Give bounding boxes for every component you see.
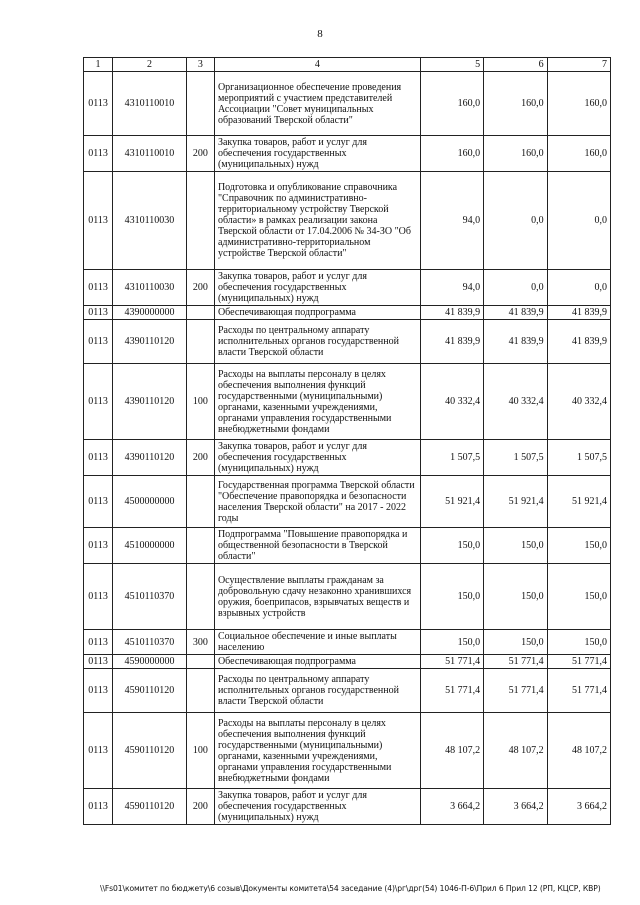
expense-type-cell: 200 — [186, 270, 214, 306]
target-article-cell: 4500000000 — [113, 476, 187, 528]
table-row — [84, 528, 611, 564]
section-code-cell: 0113 — [84, 72, 113, 136]
description-cell: Закупка товаров, работ и услуг для обеспечения государственных (муниципальных) нужд — [214, 789, 420, 825]
amount-cell: 51 771,4 — [420, 669, 483, 713]
target-article-cell: 4390110120 — [113, 320, 187, 364]
column-header: 6 — [484, 58, 547, 72]
amount-cell: 48 107,2 — [547, 713, 610, 789]
amount-cell: 1 507,5 — [484, 440, 547, 476]
table-row — [84, 476, 611, 528]
section-code-cell: 0113 — [84, 320, 113, 364]
amount-cell: 40 332,4 — [420, 364, 483, 440]
amount-cell: 51 921,4 — [484, 476, 547, 528]
amount-cell: 51 771,4 — [547, 655, 610, 669]
amount-cell: 51 771,4 — [484, 655, 547, 669]
expense-type-cell — [186, 669, 214, 713]
page-number: 8 — [317, 28, 323, 40]
expense-type-cell — [186, 476, 214, 528]
amount-cell: 51 921,4 — [547, 476, 610, 528]
table-row — [84, 564, 611, 630]
target-article-cell: 4390110120 — [113, 440, 187, 476]
amount-cell: 160,0 — [547, 136, 610, 172]
table-row — [84, 320, 611, 364]
amount-cell: 150,0 — [484, 564, 547, 630]
column-header: 1 — [84, 58, 113, 72]
amount-cell: 150,0 — [547, 630, 610, 655]
target-article-cell: 4310110030 — [113, 172, 187, 270]
amount-cell: 41 839,9 — [420, 320, 483, 364]
section-code-cell: 0113 — [84, 655, 113, 669]
amount-cell: 150,0 — [547, 564, 610, 630]
amount-cell: 40 332,4 — [484, 364, 547, 440]
expense-type-cell — [186, 655, 214, 669]
target-article-cell: 4590110120 — [113, 669, 187, 713]
amount-cell: 160,0 — [484, 72, 547, 136]
section-code-cell: 0113 — [84, 364, 113, 440]
target-article-cell: 4310110030 — [113, 270, 187, 306]
section-code-cell: 0113 — [84, 713, 113, 789]
target-article-cell: 4590110120 — [113, 713, 187, 789]
table-row — [84, 306, 611, 320]
amount-cell: 150,0 — [484, 630, 547, 655]
section-code-cell: 0113 — [84, 172, 113, 270]
description-cell: Расходы на выплаты персоналу в целях обеспечения выполнения функций государственными (муниципальными) органами, казенными учреждениями, органами управления государственными внебюджетными фондами — [214, 713, 420, 789]
section-code-cell: 0113 — [84, 528, 113, 564]
amount-cell: 40 332,4 — [547, 364, 610, 440]
section-code-cell: 0113 — [84, 136, 113, 172]
amount-cell: 94,0 — [420, 270, 483, 306]
amount-cell: 51 921,4 — [420, 476, 483, 528]
amount-cell: 150,0 — [484, 528, 547, 564]
description-cell: Расходы по центральному аппарату исполнительных органов государственной власти Тверской области — [214, 320, 420, 364]
table-row — [84, 270, 611, 306]
section-code-cell: 0113 — [84, 630, 113, 655]
description-cell: Осуществление выплаты гражданам за добровольную сдачу незаконно хранившихся оружия, боеприпасов, взрывчатых веществ и взрывных устройств — [214, 564, 420, 630]
amount-cell: 160,0 — [420, 136, 483, 172]
expense-type-cell — [186, 564, 214, 630]
amount-cell: 48 107,2 — [484, 713, 547, 789]
budget-table — [83, 57, 611, 825]
expense-type-cell: 200 — [186, 440, 214, 476]
section-code-cell: 0113 — [84, 270, 113, 306]
section-code-cell: 0113 — [84, 669, 113, 713]
section-code-cell: 0113 — [84, 306, 113, 320]
amount-cell: 41 839,9 — [484, 320, 547, 364]
amount-cell: 150,0 — [420, 564, 483, 630]
column-header: 4 — [214, 58, 420, 72]
expense-type-cell — [186, 72, 214, 136]
target-article-cell: 4310110010 — [113, 72, 187, 136]
table-row — [84, 72, 611, 136]
amount-cell: 160,0 — [547, 72, 610, 136]
table-row — [84, 172, 611, 270]
target-article-cell: 4390110120 — [113, 364, 187, 440]
description-cell: Государственная программа Тверской области "Обеспечение правопорядка и безопасности населения Тверской области" на 2017 - 2022 годы — [214, 476, 420, 528]
description-cell: Организационное обеспечение проведения мероприятий с участием представителей Ассоциации "Совет муниципальных образований Тверской области" — [214, 72, 420, 136]
amount-cell: 51 771,4 — [484, 669, 547, 713]
table-row — [84, 789, 611, 825]
amount-cell: 150,0 — [420, 528, 483, 564]
amount-cell: 1 507,5 — [420, 440, 483, 476]
section-code-cell: 0113 — [84, 476, 113, 528]
amount-cell: 51 771,4 — [547, 669, 610, 713]
amount-cell: 160,0 — [420, 72, 483, 136]
amount-cell: 41 839,9 — [547, 306, 610, 320]
expense-type-cell — [186, 306, 214, 320]
target-article-cell: 4510110370 — [113, 630, 187, 655]
description-cell: Закупка товаров, работ и услуг для обеспечения государственных (муниципальных) нужд — [214, 440, 420, 476]
table-row — [84, 630, 611, 655]
column-header: 3 — [186, 58, 214, 72]
amount-cell: 160,0 — [484, 136, 547, 172]
amount-cell: 41 839,9 — [484, 306, 547, 320]
table-header-row — [84, 58, 611, 72]
description-cell: Закупка товаров, работ и услуг для обеспечения государственных (муниципальных) нужд — [214, 270, 420, 306]
column-header: 5 — [420, 58, 483, 72]
table-row — [84, 713, 611, 789]
expense-type-cell: 100 — [186, 364, 214, 440]
amount-cell: 150,0 — [420, 630, 483, 655]
file-path-footer: \\Fs01\комитет по бюджету\6 созыв\Документы комитета\54 заседание (4)\рг\дрг(54) 1046-П-6\Прил 6 Прил 12 (РП, КЦСР, КВР) — [100, 884, 601, 893]
amount-cell: 0,0 — [484, 172, 547, 270]
expense-type-cell: 100 — [186, 713, 214, 789]
description-cell: Обеспечивающая подпрограмма — [214, 655, 420, 669]
description-cell: Расходы на выплаты персоналу в целях обеспечения выполнения функций государственными (муниципальными) органами, казенными учреждениями, органами управления государственными внебюджетными фондами — [214, 364, 420, 440]
amount-cell: 150,0 — [547, 528, 610, 564]
amount-cell: 0,0 — [484, 270, 547, 306]
expense-type-cell: 300 — [186, 630, 214, 655]
amount-cell: 48 107,2 — [420, 713, 483, 789]
amount-cell: 51 771,4 — [420, 655, 483, 669]
amount-cell: 0,0 — [547, 270, 610, 306]
table-row — [84, 655, 611, 669]
column-header: 7 — [547, 58, 610, 72]
amount-cell: 3 664,2 — [420, 789, 483, 825]
description-cell: Расходы по центральному аппарату исполнительных органов государственной власти Тверской области — [214, 669, 420, 713]
amount-cell: 3 664,2 — [484, 789, 547, 825]
description-cell: Закупка товаров, работ и услуг для обеспечения государственных (муниципальных) нужд — [214, 136, 420, 172]
column-header: 2 — [113, 58, 187, 72]
description-cell: Подпрограмма "Повышение правопорядка и общественной безопасности в Тверской области" — [214, 528, 420, 564]
amount-cell: 0,0 — [547, 172, 610, 270]
amount-cell: 41 839,9 — [420, 306, 483, 320]
amount-cell: 41 839,9 — [547, 320, 610, 364]
expense-type-cell: 200 — [186, 789, 214, 825]
table-row — [84, 136, 611, 172]
description-cell: Обеспечивающая подпрограмма — [214, 306, 420, 320]
target-article-cell: 4590110120 — [113, 789, 187, 825]
target-article-cell: 4590000000 — [113, 655, 187, 669]
table-row — [84, 364, 611, 440]
section-code-cell: 0113 — [84, 440, 113, 476]
target-article-cell: 4510110370 — [113, 564, 187, 630]
expense-type-cell — [186, 528, 214, 564]
amount-cell: 1 507,5 — [547, 440, 610, 476]
target-article-cell: 4310110010 — [113, 136, 187, 172]
expense-type-cell: 200 — [186, 136, 214, 172]
table-body — [84, 72, 611, 825]
table-row — [84, 669, 611, 713]
amount-cell: 94,0 — [420, 172, 483, 270]
section-code-cell: 0113 — [84, 789, 113, 825]
expense-type-cell — [186, 320, 214, 364]
amount-cell: 3 664,2 — [547, 789, 610, 825]
description-cell: Подготовка и опубликование справочника "Справочник по административно-территориальному устройству Тверской области» в рамках реализации закона Тверской области от 17.04.2006 № 34-ЗО "Об административно-территориальном устройстве Тверской области" — [214, 172, 420, 270]
target-article-cell: 4510000000 — [113, 528, 187, 564]
expense-type-cell — [186, 172, 214, 270]
section-code-cell: 0113 — [84, 564, 113, 630]
target-article-cell: 4390000000 — [113, 306, 187, 320]
table-row — [84, 440, 611, 476]
description-cell: Социальное обеспечение и иные выплаты населению — [214, 630, 420, 655]
